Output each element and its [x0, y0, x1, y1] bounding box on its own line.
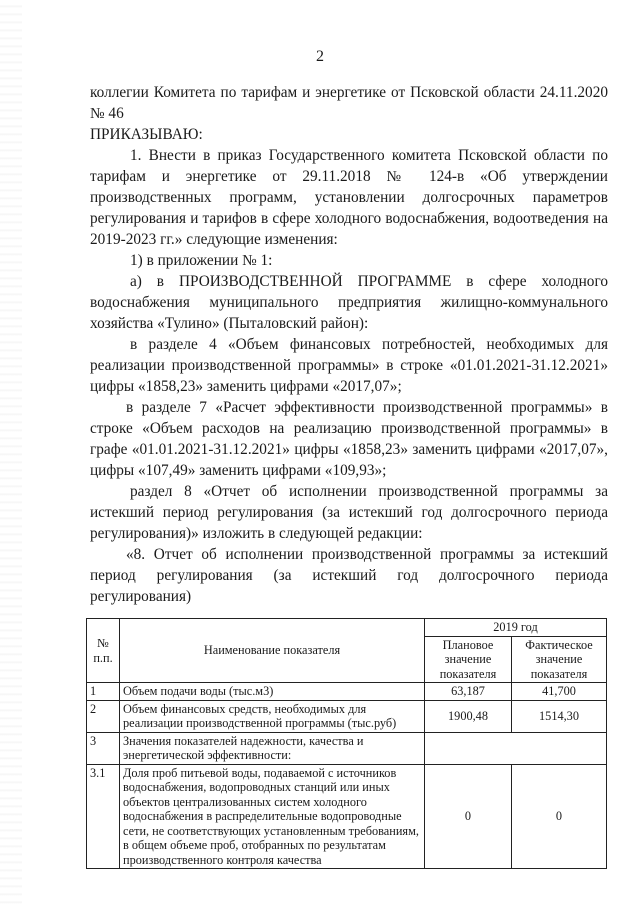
table-row — [87, 683, 607, 701]
paragraph-section-7: в разделе 7 «Расчет эффективности производственной программы» в строке «Объем расходов на реализацию производственной программы» в графе «01.01.2021-31.12.2021» цифры «1858,23» заменить цифрами «2017,07», цифры «107,49» заменить цифрами «109,93»; — [90, 399, 608, 479]
header-plan: Плановое значение показателя — [425, 636, 512, 683]
paragraph-report-title: «8. Отчет об исполнении производственной программы за истекший период регулирования (за истекший год долгосрочного периода регулирования) — [90, 546, 608, 605]
paragraph-intro: коллегии Комитета по тарифам и энергетике от Псковской области 24.11.2020 № 46 — [90, 84, 608, 122]
header-name: Наименование показателя — [120, 619, 425, 683]
row-name: Доля проб питьевой воды, подаваемой с источников водоснабжения, водопроводных станций или иных объектов централизованных систем холодного водоснабжения в распределительные водопроводные сети, не соответствующих установленным требованиям, в общем объеме проб, отобранных по результатам производственного контроля качества — [120, 764, 425, 869]
report-table — [86, 618, 607, 869]
header-year: 2019 год — [425, 619, 607, 637]
row-num: 2 — [87, 700, 120, 732]
row-fact: 41,700 — [512, 683, 607, 701]
paragraph-program: а) в ПРОИЗВОДСТВЕННОЙ ПРОГРАММЕ в сфере холодного водоснабжения муниципального предприятия жилищно-коммунального хозяйства «Тулино» (Пыталовский район): — [90, 273, 608, 332]
table-row — [87, 732, 607, 764]
row-name: Значения показателей надежности, качества и энергетической эффективности: — [120, 732, 425, 764]
row-name: Объем подачи воды (тыс.м3) — [120, 683, 425, 701]
scan-edge-artifact — [0, 0, 22, 905]
row-fact: 0 — [512, 764, 607, 869]
paragraph-section-4: в разделе 4 «Объем финансовых потребностей, необходимых для реализации производственной программы» в строке «01.01.2021-31.12.2021» цифры «1858,23» заменить цифрами «2017,07»; — [90, 336, 608, 395]
row-num: 1 — [87, 683, 120, 701]
paragraph-appendix: 1) в приложении № 1: — [130, 252, 273, 269]
document-body — [90, 82, 608, 607]
row-fact: 1514,30 — [512, 700, 607, 732]
table-row — [87, 700, 607, 732]
row-num: 3 — [87, 732, 120, 764]
paragraph-section-8: раздел 8 «Отчет об исполнении производственной программы за истекший период регулирования (за истекший год долгосрочного периода регулирования)» изложить в следующей редакции: — [90, 483, 608, 542]
row-num: 3.1 — [87, 764, 120, 869]
row-plan: 63,187 — [425, 683, 512, 701]
header-fact: Фактическое значение показателя — [512, 636, 607, 683]
row-empty-values — [425, 732, 607, 764]
header-num: № п.п. — [87, 619, 120, 683]
row-name: Объем финансовых средств, необходимых для реализации производственной программы (тыс.руб) — [120, 700, 425, 732]
paragraph-item-1: 1. Внести в приказ Государственного комитета Псковской области по тарифам и энергетике от 29.11.2018 № 124-в «Об утверждении производственных программ, установлении долгосрочных параметров регулирования и тарифов в сфере холодного водоснабжения, водоотведения на 2019-2023 гг.» следующие изменения: — [90, 147, 608, 248]
row-plan: 0 — [425, 764, 512, 869]
table-row — [87, 764, 607, 869]
table-header-row — [87, 619, 607, 637]
order-heading: ПРИКАЗЫВАЮ: — [90, 126, 203, 143]
row-plan: 1900,48 — [425, 700, 512, 732]
page-number: 2 — [316, 48, 324, 65]
